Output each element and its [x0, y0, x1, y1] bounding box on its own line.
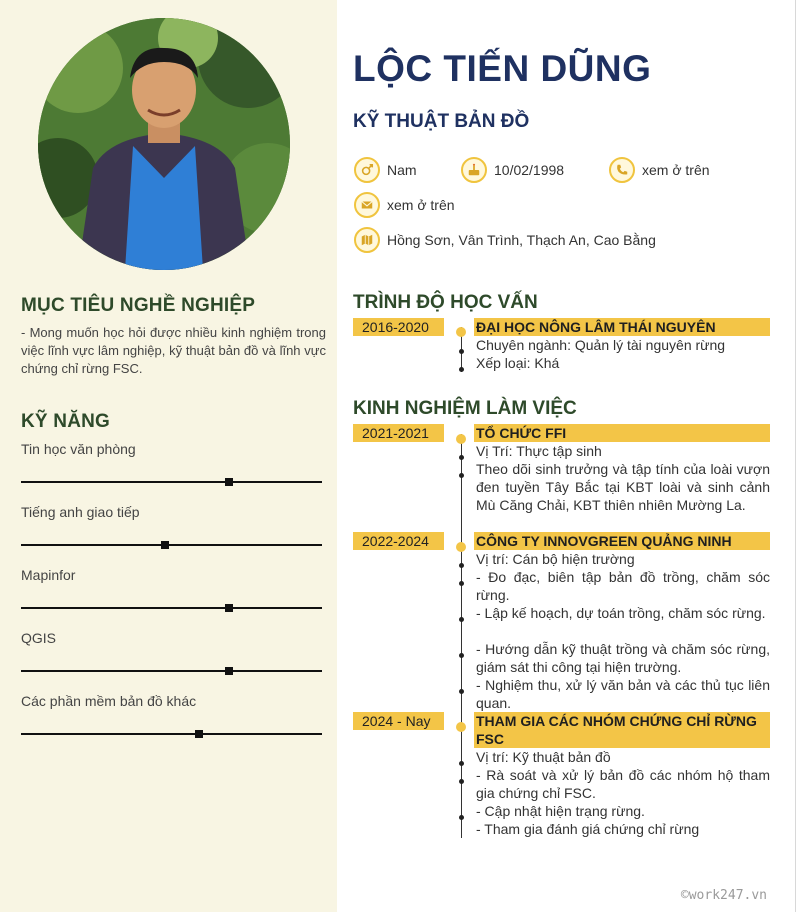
gender-value: Nam: [387, 162, 417, 178]
timeline-bullet: [459, 349, 464, 354]
sidebar: [0, 0, 337, 912]
timeline-node: [456, 542, 466, 552]
skill-bar: [21, 544, 322, 546]
skill-name: Tin học văn phòng: [21, 441, 136, 457]
education-line: Chuyên ngành: Quản lý tài nguyên rừng: [476, 337, 726, 353]
avatar: [38, 18, 290, 270]
skill-bar: [21, 481, 322, 483]
watermark: ©work247.vn: [680, 888, 767, 903]
experience-line: - Rà soát và xử lý bản đồ các nhóm hộ tham gia chứng chỉ FSC.: [476, 767, 770, 801]
experience-date: 2022-2024: [353, 532, 444, 550]
timeline-bullet: [459, 563, 464, 568]
timeline-node: [456, 327, 466, 337]
timeline-bullet: [459, 617, 464, 622]
experience-title: KINH NGHIỆM LÀM VIỆC: [353, 398, 577, 419]
birthdate-info: [461, 157, 564, 183]
objective-title: MỤC TIÊU NGHỀ NGHIỆP: [21, 295, 256, 316]
experience-date: 2024 - Nay: [353, 712, 444, 730]
birthdate-value: 10/02/1998: [494, 162, 565, 178]
skill-name: Các phần mềm bản đồ khác: [21, 693, 197, 709]
skill-bar: [21, 670, 322, 672]
map-icon: [354, 227, 380, 253]
skills-title: KỸ NĂNG: [21, 411, 111, 432]
timeline-bullet: [459, 455, 464, 460]
skill-level-marker: [225, 604, 233, 612]
phone-icon: [609, 157, 635, 183]
email-icon: [354, 192, 380, 218]
timeline-bullet: [459, 761, 464, 766]
job-title: KỸ THUẬT BẢN ĐỒ: [353, 111, 530, 132]
experience-timeline: [461, 434, 462, 838]
experience-line: Theo dõi sinh trưởng và tập tính của loài vượn đen tuyền Tây Bắc tại KBT loài và sinh cảnh Mù Căng Chải, KBT thiên nhiên Mường La.: [476, 461, 770, 513]
experience-line: - Lập kế hoạch, dự toán trồng, chăm sóc rừng.: [476, 605, 766, 621]
education-title: TRÌNH ĐỘ HỌC VẤN: [353, 292, 538, 313]
gender-info: [354, 157, 417, 183]
phone-info: [609, 157, 710, 183]
skill-name: Tiếng anh giao tiếp: [21, 504, 140, 520]
skill-level-marker: [225, 667, 233, 675]
timeline-bullet: [459, 473, 464, 478]
experience-line: Vị trí: Kỹ thuật bản đồ: [476, 749, 611, 765]
skill-name: Mapinfor: [21, 567, 76, 583]
education-school: ĐẠI HỌC NÔNG LÂM THÁI NGUYÊN: [474, 318, 770, 336]
candidate-name: LỘC TIẾN DŨNG: [353, 48, 652, 89]
timeline-bullet: [459, 581, 464, 586]
experience-line: Vị Trí: Thực tập sinh: [476, 443, 602, 459]
experience-date: 2021-2021: [353, 424, 444, 442]
timeline-node: [456, 434, 466, 444]
experience-line: - Tham gia đánh giá chứng chỉ rừng: [476, 821, 700, 837]
objective-text: - Mong muốn học hỏi được nhiều kinh nghiệm trong việc lĩnh vực lâm nghiệp, kỹ thuật bản đồ và lĩnh vực chứng chỉ rừng FSC.: [21, 325, 326, 376]
skill-bar: [21, 607, 322, 609]
skill-level-marker: [161, 541, 169, 549]
timeline-bullet: [459, 653, 464, 658]
timeline-bullet: [459, 689, 464, 694]
address-info: [354, 227, 656, 253]
timeline-bullet: [459, 779, 464, 784]
experience-company: THAM GIA CÁC NHÓM CHỨNG CHỈ RỪNG FSC: [474, 712, 770, 748]
experience-line: - Hướng dẫn kỹ thuật trồng và chăm sóc rừng, giám sát thi công tại hiện trường.: [476, 641, 770, 675]
experience-line: - Cập nhật hiện trạng rừng.: [476, 803, 645, 819]
experience-line: - Đo đạc, biên tập bản đồ trồng, chăm sóc rừng.: [476, 569, 770, 603]
cake-icon: [461, 157, 487, 183]
skill-name: QGIS: [21, 630, 57, 646]
email-value: xem ở trên: [387, 197, 455, 213]
experience-line: - Nghiệm thu, xử lý văn bản và các thủ tục liên quan.: [476, 677, 770, 711]
timeline-node: [456, 722, 466, 732]
email-info: [354, 192, 455, 218]
education-line: Xếp loại: Khá: [476, 355, 560, 371]
avatar-photo: [38, 18, 290, 270]
experience-company: TỔ CHỨC FFI: [474, 424, 770, 442]
skill-level-marker: [195, 730, 203, 738]
experience-line: Vị trí: Cán bộ hiện trường: [476, 551, 635, 567]
timeline-bullet: [459, 367, 464, 372]
skill-bar: [21, 733, 322, 735]
gender-icon: [354, 157, 380, 183]
education-date: 2016-2020: [353, 318, 444, 336]
timeline-bullet: [459, 815, 464, 820]
skill-level-marker: [225, 478, 233, 486]
address-value: Hồng Sơn, Vân Trình, Thạch An, Cao Bằng: [387, 232, 656, 248]
phone-value: xem ở trên: [642, 162, 710, 178]
experience-company: CÔNG TY INNOVGREEN QUẢNG NINH: [474, 532, 770, 550]
